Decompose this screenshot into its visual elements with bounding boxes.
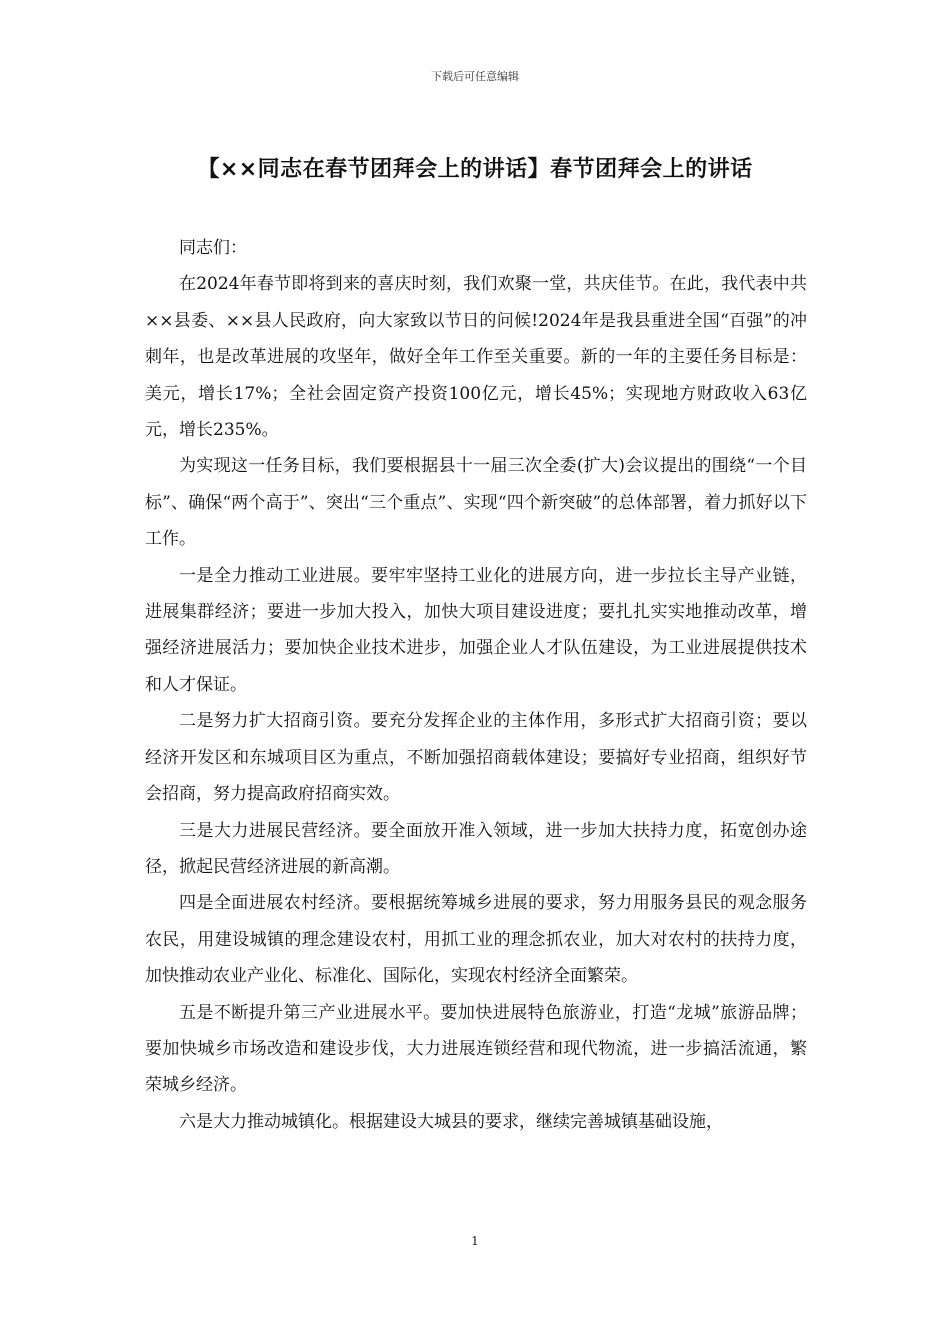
document-body	[145, 230, 807, 1140]
page-number: 1	[471, 1234, 479, 1248]
paragraph-4: 二是努力扩大招商引资。要充分发挥企业的主体作用，多形式扩大招商引资；要以经济开发区和东城项目区为重点，不断加强招商载体建设；要搞好专业招商，组织好节会招商，努力提高政府招商实效。	[145, 711, 807, 805]
paragraph-5: 三是大力进展民营经济。要全面放开准入领域，进一步加大扶持力度，拓宽创办途径，掀起民营经济进展的新高潮。	[145, 820, 807, 877]
paragraph-7: 五是不断提升第三产业进展水平。要加快进展特色旅游业，打造“龙城”旅游品牌；要加快城乡市场改造和建设步伐，大力进展连锁经营和现代物流，进一步搞活流通，繁荣城乡经济。	[145, 1002, 807, 1096]
paragraph-3: 一是全力推动工业进展。要牢牢坚持工业化的进展方向，进一步拉长主导产业链，进展集群经济；要进一步加大投入，加快大项目建设进度；要扎扎实实地推动改革，增强经济进展活力；要加快企业技术进步，加强企业人才队伍建设，为工业进展提供技术和人才保证。	[145, 565, 807, 695]
header-note: 下载后可任意编辑	[431, 70, 519, 83]
document-title: 【××同志在春节团拜会上的讲话】春节团拜会上的讲话	[197, 157, 753, 182]
paragraph-8: 六是大力推动城镇化。根据建设大城县的要求，继续完善城镇基础设施，	[179, 1111, 723, 1132]
paragraph-1: 在2024年春节即将到来的喜庆时刻，我们欢聚一堂，共庆佳节。在此，我代表中共××县委、××县人民政府，向大家致以节日的问候!2024年是我县重进全国“百强”的冲刺年，也是改革进展的攻坚年，做好全年工作至关重要。新的一年的主要任务目标是：美元，增长17%；全社会固定资产投资100亿元，增长45%；实现地方财政收入63亿元，增长235%。	[145, 274, 807, 441]
paragraph-6: 四是全面进展农村经济。要根据统筹城乡进展的要求，努力用服务县民的观念服务农民，用建设城镇的理念建设农村，用抓工业的理念抓农业，加大对农村的扶持力度，加快推动农业产业化、标准化、国际化，实现农村经济全面繁荣。	[145, 893, 807, 987]
paragraph-salutation: 同志们：	[179, 238, 247, 258]
paragraph-2: 为实现这一任务目标，我们要根据县十一届三次全委(扩大)会议提出的围绕“一个目标”、确保“两个高于”、突出“三个重点”、实现“四个新突破”的总体部署，着力抓好以下工作。	[145, 456, 807, 550]
